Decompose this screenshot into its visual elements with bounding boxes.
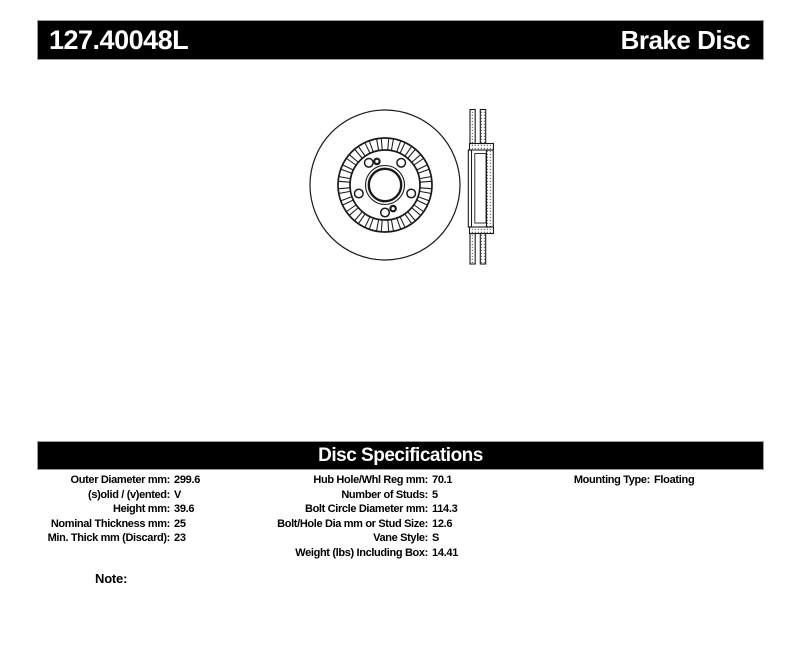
spec-label: (s)olid / (v)ented: xyxy=(88,488,170,501)
spec-row xyxy=(20,531,200,546)
set-screw-hole xyxy=(374,159,379,164)
stud-hole xyxy=(365,159,374,168)
spec-value: 70.1 xyxy=(432,474,453,486)
spec-row xyxy=(243,531,458,546)
spec-row xyxy=(243,517,458,532)
spec-label: Outer Diameter mm: xyxy=(70,474,170,486)
spec-value: S xyxy=(432,532,440,545)
spec-label: Vane Style: xyxy=(373,532,428,545)
hub-hole xyxy=(366,166,405,205)
brake-disc-front-view xyxy=(310,110,460,260)
spec-label: Height mm: xyxy=(112,503,170,516)
spec-column-middle xyxy=(243,473,458,561)
spec-label: Nominal Thickness mm: xyxy=(50,517,170,530)
stud-hole xyxy=(407,189,416,198)
spec-value: 114.3 xyxy=(432,503,458,516)
spec-row xyxy=(20,473,200,488)
spec-value: 23 xyxy=(174,532,186,545)
spec-row xyxy=(20,517,200,532)
spec-label: Bolt Circle Diameter mm: xyxy=(304,503,428,516)
spec-value: 5 xyxy=(432,488,438,501)
brake-disc-side-cross-section xyxy=(468,110,493,265)
spec-value: 12.6 xyxy=(432,517,453,530)
spec-value: 14.41 xyxy=(432,546,459,559)
stud-hole xyxy=(397,159,406,168)
header-bar xyxy=(38,21,763,59)
spec-row xyxy=(20,488,200,503)
part-number: 127.40048L xyxy=(49,24,189,55)
spec-label: Number of Studs: xyxy=(341,488,428,501)
stud-hole xyxy=(381,208,390,217)
section-title: Disc Specifications xyxy=(318,444,483,466)
spec-value: V xyxy=(174,488,182,501)
spec-value: 39.6 xyxy=(174,503,195,516)
brake-disc-technical-drawing xyxy=(280,95,520,280)
product-type-title: Brake Disc xyxy=(620,24,750,55)
spec-value: 299.6 xyxy=(174,474,201,486)
spec-row xyxy=(243,546,458,561)
disc-specifications-bar xyxy=(38,442,763,469)
note-label: Note: xyxy=(95,571,128,586)
spec-row xyxy=(243,502,458,517)
stud-holes xyxy=(355,159,416,217)
set-screw-hole xyxy=(390,206,395,211)
stud-hole xyxy=(355,189,364,198)
spec-value: Floating xyxy=(654,474,695,486)
spec-row xyxy=(20,502,200,517)
spec-row xyxy=(480,473,694,488)
spec-column-left xyxy=(20,473,200,546)
spec-label: Min. Thick mm (Discard): xyxy=(47,532,170,545)
spec-row xyxy=(243,488,458,503)
spec-row xyxy=(243,473,458,488)
spec-label: Weight (lbs) Including Box: xyxy=(295,546,428,559)
spec-label: Bolt/Hole Dia mm or Stud Size: xyxy=(277,517,428,530)
spec-label: Hub Hole/Whl Reg mm: xyxy=(313,474,428,486)
spec-column-right xyxy=(480,473,694,488)
hub-hole-inner xyxy=(369,169,401,201)
spec-label: Mounting Type: xyxy=(573,474,650,486)
vane-slots xyxy=(339,139,432,232)
spec-value: 25 xyxy=(174,517,186,530)
